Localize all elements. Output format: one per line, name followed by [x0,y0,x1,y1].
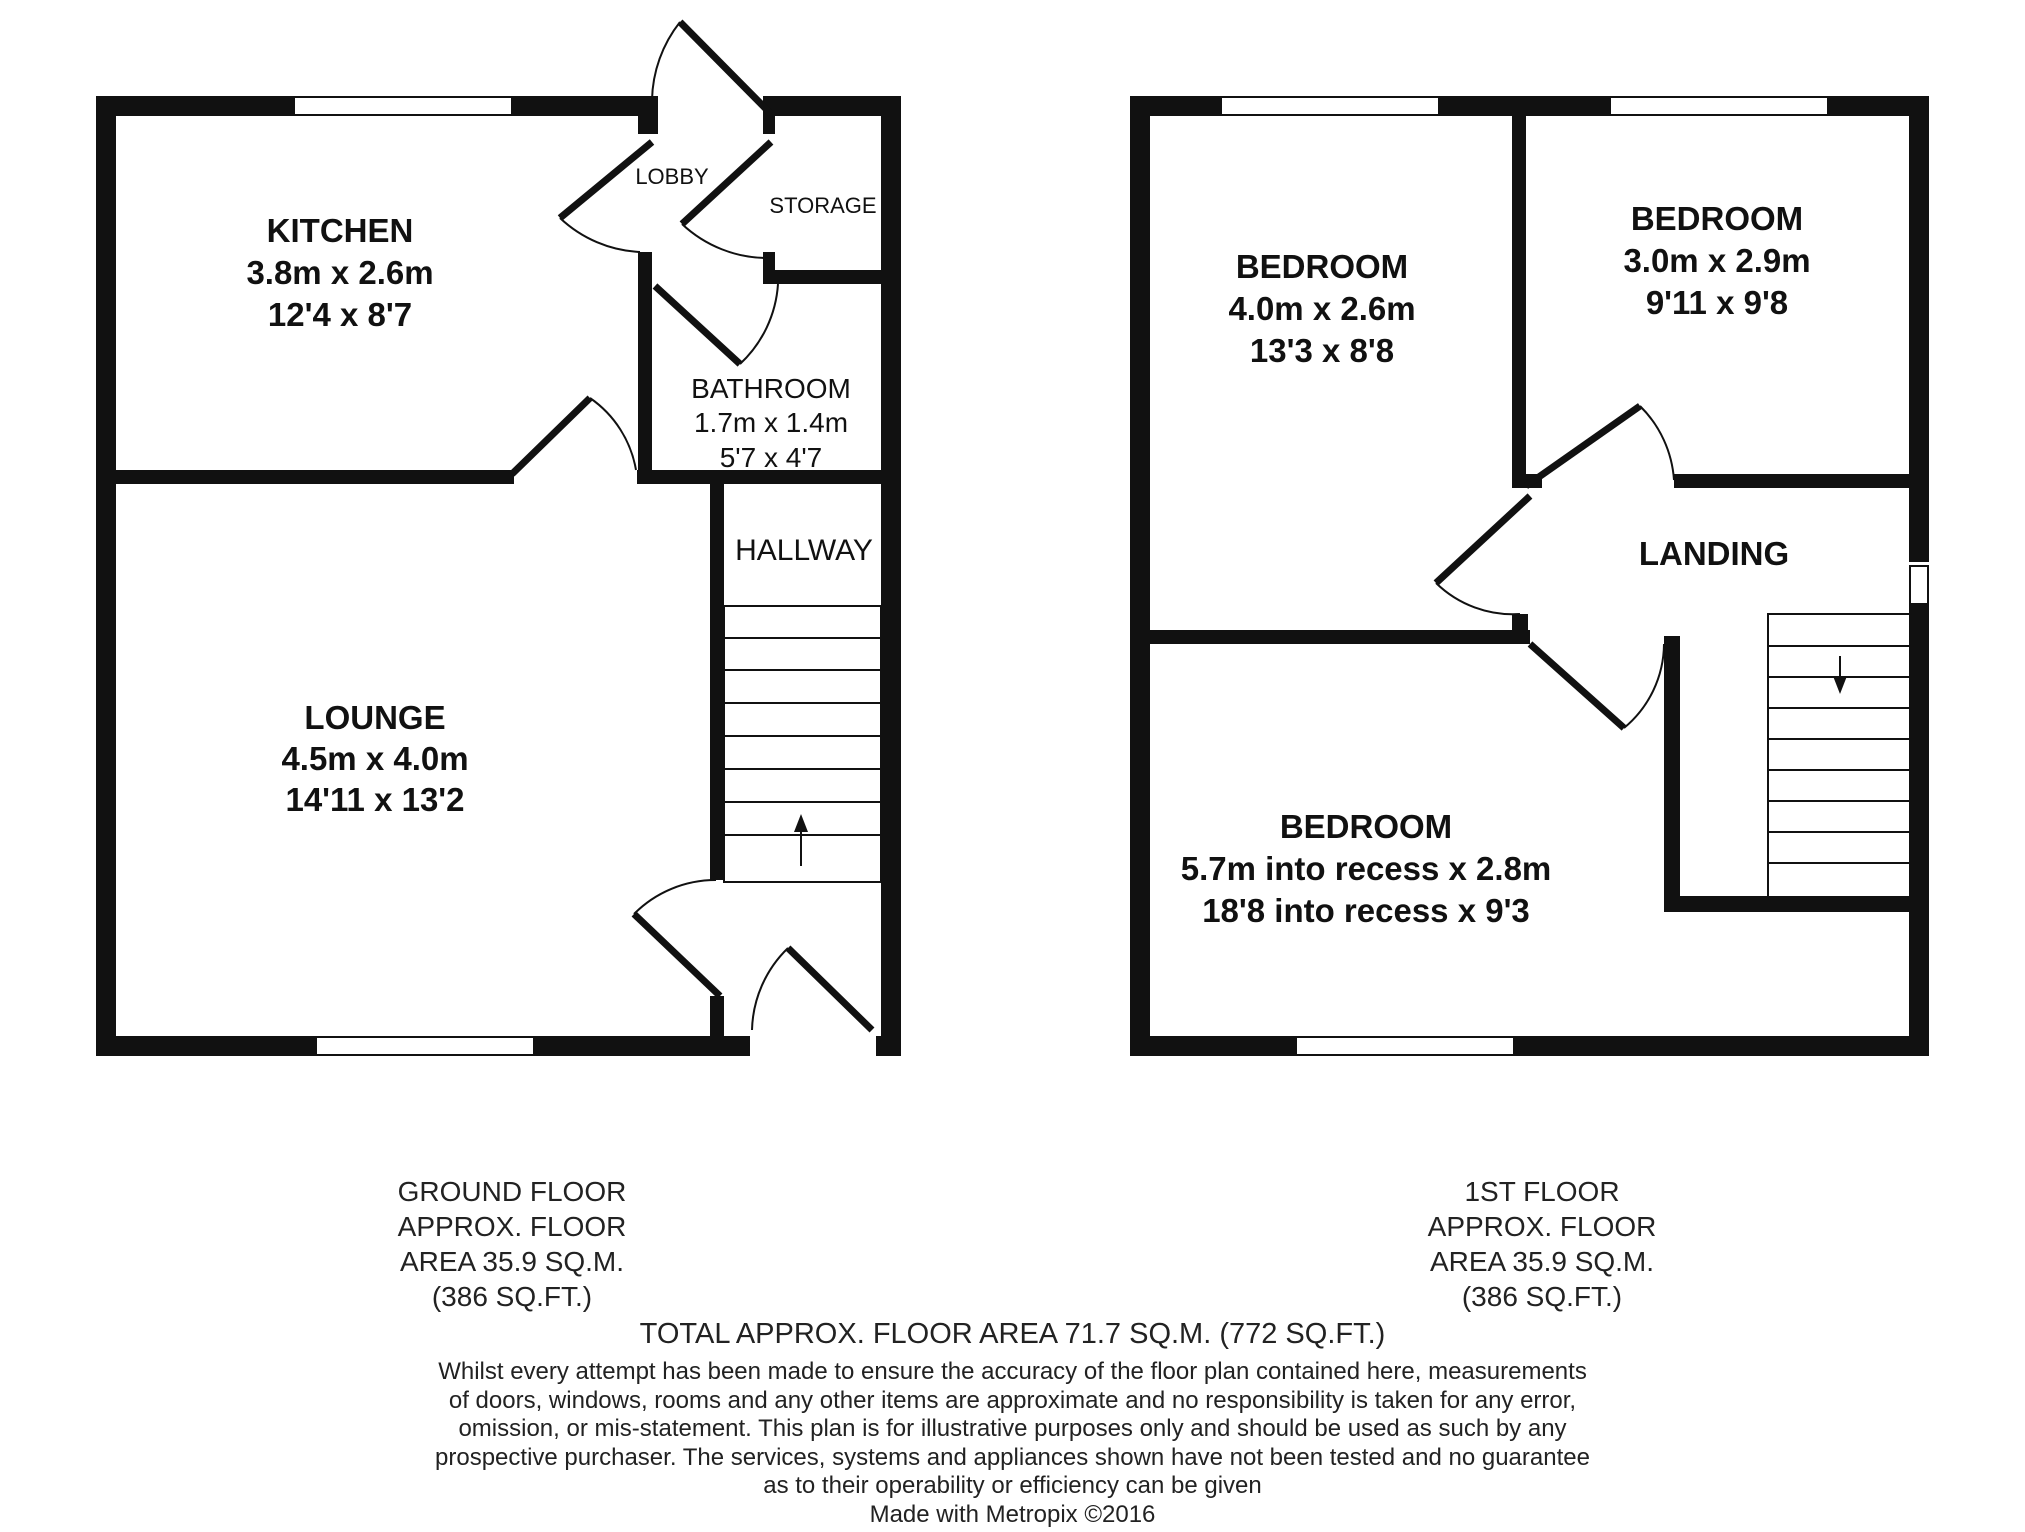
bedroom2-name: BEDROOM [1630,200,1804,237]
ground-floor-caption-line4: (386 SQ.FT.) [431,1281,593,1312]
kitchen-window [294,97,512,115]
lounge-window [316,1037,534,1055]
first-floor-caption-line4: (386 SQ.FT.) [1461,1281,1623,1312]
disclaimer-line: as to their operability or efficiency can be given [763,1472,1262,1499]
disclaimer [0,1358,2025,1529]
ground-floor-caption-line1: GROUND FLOOR [397,1176,627,1207]
hallway-name: HALLWAY [735,534,873,567]
ground-floor-caption-line3: AREA 35.9 SQ.M. [399,1246,625,1277]
lounge-name: LOUNGE [304,699,446,736]
bedroom1-metric: 4.0m x 2.6m [1228,290,1416,327]
bedroom3-imperial: 18'8 into recess x 9'3 [1202,892,1530,929]
landing-window [1910,566,1928,604]
metropix-credit: Made with Metropix ©2016 [869,1500,1156,1528]
bedroom1-name: BEDROOM [1235,248,1409,285]
total-floor-area: TOTAL APPROX. FLOOR AREA 71.7 SQ.M. (772 SQ.FT.) [639,1318,1386,1350]
disclaimer-line: Whilst every attempt has been made to ensure the accuracy of the floor plan contained here, measurements [438,1358,1587,1385]
lounge-imperial: 14'11 x 13'2 [285,781,465,818]
bathroom-name: BATHROOM [691,373,851,404]
disclaimer-line: prospective purchaser. The services, systems and appliances shown have not been tested and no guarantee [435,1443,1590,1471]
ground-floor-caption [262,1174,762,1314]
storage-name: STORAGE [769,193,877,218]
bedroom1-imperial: 13'3 x 8'8 [1249,332,1395,369]
disclaimer-line: omission, or mis-statement. This plan is for illustrative purposes only and should be used as such by any [458,1415,1567,1442]
lounge-metric: 4.5m x 4.0m [281,740,469,777]
lobby-name: LOBBY [635,164,709,189]
bedroom2-imperial: 9'11 x 9'8 [1645,284,1789,321]
bathroom-imperial: 5'7 x 4'7 [719,442,823,473]
first-floor-caption-line1: 1ST FLOOR [1464,1176,1620,1207]
bedroom3-name: BEDROOM [1279,808,1453,845]
disclaimer-line: of doors, windows, rooms and any other items are approximate and no responsibility is taken for any error, [448,1386,1577,1414]
bedroom3-metric: 5.7m into recess x 2.8m [1180,850,1552,887]
first-floor-caption-line3: AREA 35.9 SQ.M. [1429,1246,1655,1277]
bedroom2-window [1610,97,1828,115]
ground-floor-caption-line2: APPROX. FLOOR [397,1211,627,1242]
first-floor-caption [1292,1174,1792,1314]
kitchen-name: KITCHEN [266,212,414,249]
landing-name: LANDING [1638,535,1790,572]
bedroom3-window [1296,1037,1514,1055]
bedroom2-metric: 3.0m x 2.9m [1623,242,1811,279]
bedroom1-window [1221,97,1439,115]
first-floor-caption-line2: APPROX. FLOOR [1427,1211,1657,1242]
kitchen-imperial: 12'4 x 8'7 [267,296,413,333]
kitchen-metric: 3.8m x 2.6m [246,254,434,291]
bathroom-metric: 1.7m x 1.4m [693,407,849,438]
